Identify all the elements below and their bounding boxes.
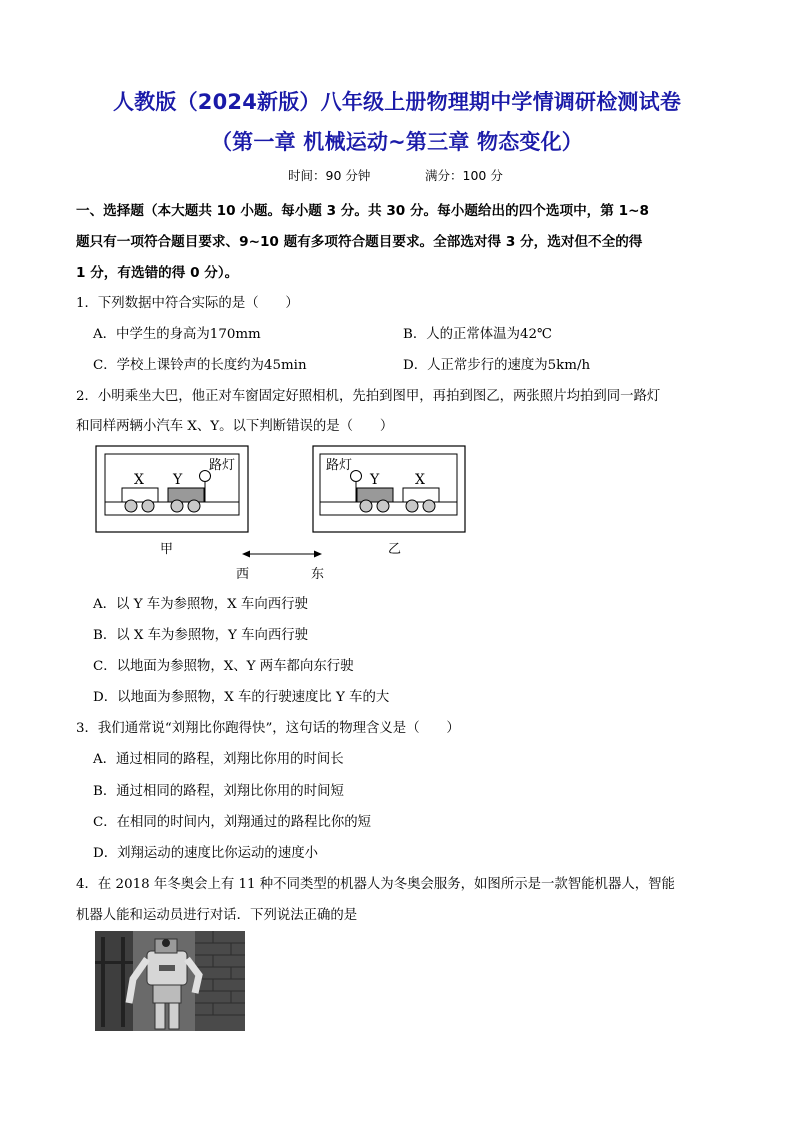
q3-stem: 3．我们通常说“刘翔比你跑得快”，这句话的物理含义是（ ） [76,721,460,736]
exam-time: 时间：90 分钟 [288,168,371,183]
q3-option-d: D．刘翔运动的速度比你运动的速度小 [93,846,318,861]
caption-yi: 乙 [388,542,402,557]
car-x-right [403,488,439,502]
label-x-left: X [134,472,144,488]
photo-jia [96,446,248,532]
q1-option-d: D．人正常步行的速度为5km/h [403,358,591,373]
street-lamp-right [351,471,362,482]
exam-score: 满分：100 分 [425,168,503,183]
q2-stem-line2: 和同样两辆小汽车 X、Y。以下判断错误的是（ ） [76,419,394,434]
q2-option-c: C．以地面为参照物，X、Y 两车都向东行驶 [93,659,354,674]
photo-yi [313,446,465,532]
exam-title-line2: （第一章 机械运动~第三章 物态变化） [210,130,584,154]
q4-stem-line1: 4．在 2018 年冬奥会上有 11 种不同类型的机器人为冬奥会服务，如图所示是一款智能机器人，智能 [76,877,675,892]
q1-option-a: A．中学生的身高为170mm [93,327,261,342]
car-x-left [122,488,158,502]
label-east: 东 [311,567,325,582]
label-lamp-left: 路灯 [209,458,236,473]
q2-option-a: A．以 Y 车为参照物，X 车向西行驶 [93,597,308,612]
label-lamp-right: 路灯 [326,458,353,473]
q2-option-b: B．以 X 车为参照物，Y 车向西行驶 [93,628,309,643]
direction-arrow [242,551,322,558]
q4-stem-line2: 机器人能和运动员进行对话．下列说法正确的是 [76,908,358,923]
exam-title-line1: 人教版（2024新版）八年级上册物理期中学情调研检测试卷 [112,90,682,114]
label-y-right: Y [370,472,380,488]
label-x-right: X [415,472,425,488]
q3-option-b: B．通过相同的路程，刘翔比你用的时间短 [93,784,344,799]
q2-stem-line1: 2．小明乘坐大巴，他正对车窗固定好照相机，先拍到图甲，再拍到图乙，两张照片均拍到同一路灯 [76,389,661,404]
car-y-right [357,488,393,502]
q1-option-c: C．学校上课铃声的长度约为45min [93,358,307,373]
q1-stem: 1．下列数据中符合实际的是（ ） [76,296,299,311]
section1-instructions-line2: 题只有一项符合题目要求、9~10 题有多项符合题目要求。全部选对得 3 分，选对但不全的得 [76,234,643,250]
car-y-left [168,488,204,502]
label-west: 西 [236,567,250,582]
section1-instructions-line1: 一、选择题（本大题共 10 小题。每小题 3 分。共 30 分。每小题给出的四个选项中，第 1~8 [76,203,649,219]
label-y-left: Y [173,472,183,488]
robot-photo [95,931,245,1031]
q1-option-b: B．人的正常体温为42℃ [403,327,552,342]
q2-option-d: D．以地面为参照物，X 车的行驶速度比 Y 车的大 [93,690,390,705]
q3-option-a: A．通过相同的路程，刘翔比你用的时间长 [93,752,344,767]
section1-instructions-line3: 1 分，有选错的得 0 分）。 [76,265,239,281]
q3-option-c: C．在相同的时间内，刘翔通过的路程比你的短 [93,815,372,830]
caption-jia: 甲 [160,542,174,557]
q2-figure [0,442,794,582]
